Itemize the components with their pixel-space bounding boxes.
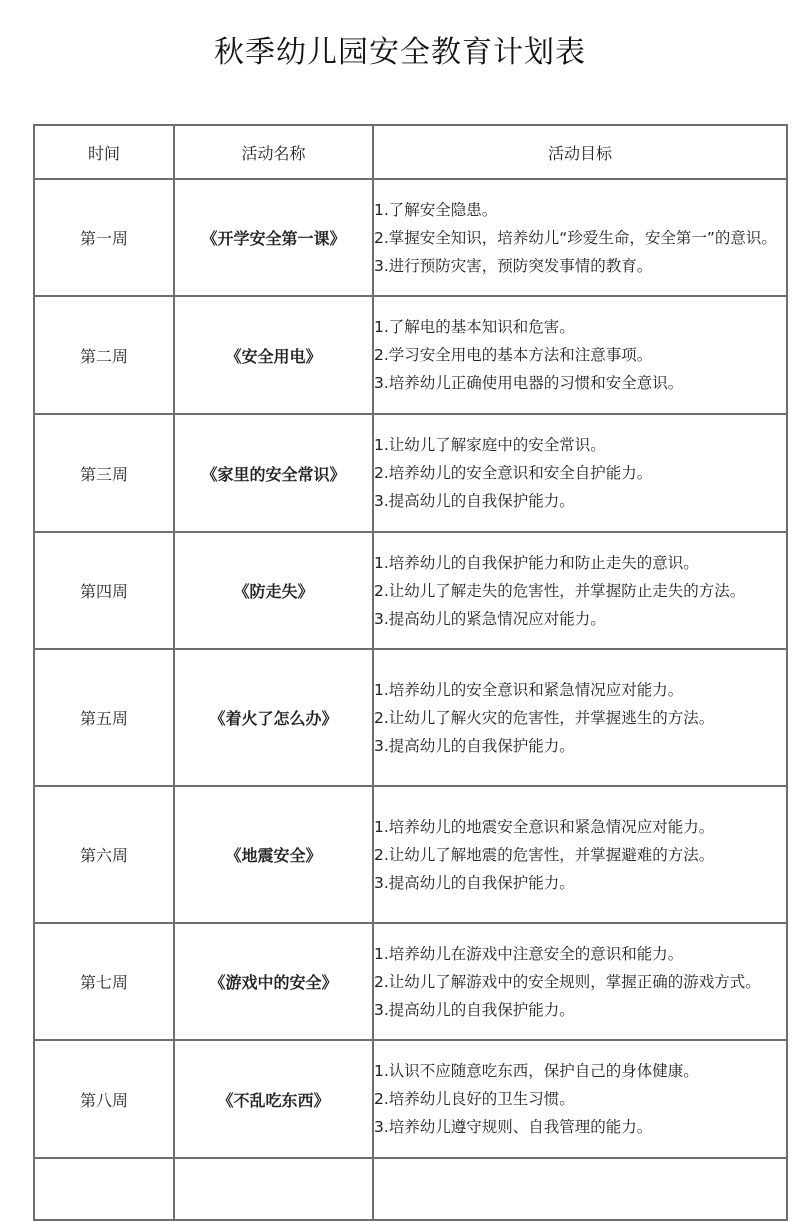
week-cell: 第三周 <box>34 414 174 532</box>
goal-line: 1.培养幼儿的地震安全意识和紧急情况应对能力。 <box>374 817 715 836</box>
activity-goal-cell <box>373 1158 787 1220</box>
goal-line: 1.培养幼儿的自我保护能力和防止走失的意识。 <box>374 553 699 572</box>
goal-line: 2.让幼儿了解地震的危害性，并掌握避难的方法。 <box>374 845 715 864</box>
goal-line: 1.了解安全隐患。 <box>374 200 498 219</box>
table-row <box>34 923 787 1040</box>
goal-line: 1.培养幼儿在游戏中注意安全的意识和能力。 <box>374 944 684 963</box>
page-title: 秋季幼儿园安全教育计划表 <box>214 35 586 70</box>
goal-line: 1.让幼儿了解家庭中的安全常识。 <box>374 436 606 454</box>
week-cell: 第二周 <box>34 296 174 414</box>
table-row-partial <box>34 1158 787 1220</box>
goal-line: 2.掌握安全知识，培养幼儿“珍爱生命，安全第一”的意识。 <box>374 228 777 247</box>
goal-line: 3.培养幼儿正确使用电器的习惯和安全意识。 <box>374 374 684 392</box>
activity-name-cell: 《地震安全》 <box>174 786 373 923</box>
table-header-row <box>34 125 787 179</box>
activity-name-cell: 《安全用电》 <box>174 296 373 414</box>
goal-line: 3.进行预防灾害，预防突发事情的教育。 <box>374 256 653 275</box>
activity-goal-cell <box>373 923 787 1040</box>
week-cell: 第七周 <box>34 923 174 1040</box>
safety-plan-table <box>33 124 788 1221</box>
activity-goal-cell <box>373 1040 787 1158</box>
goal-line: 2.培养幼儿良好的卫生习惯。 <box>374 1090 575 1108</box>
goal-line: 2.让幼儿了解走失的危害性，并掌握防止走失的方法。 <box>374 581 746 600</box>
table-row <box>34 786 787 923</box>
table-row <box>34 296 787 414</box>
goal-line: 2.学习安全用电的基本方法和注意事项。 <box>374 346 653 364</box>
header-activity-name: 活动名称 <box>174 125 373 179</box>
week-cell: 第八周 <box>34 1040 174 1158</box>
activity-name-cell: 《防走失》 <box>174 532 373 649</box>
goal-line: 3.提高幼儿的紧急情况应对能力。 <box>374 609 606 628</box>
header-time: 时间 <box>34 125 174 179</box>
activity-name-cell: 《着火了怎么办》 <box>174 649 373 786</box>
week-cell: 第六周 <box>34 786 174 923</box>
goal-line: 1.培养幼儿的安全意识和紧急情况应对能力。 <box>374 680 684 699</box>
goal-line: 3.提高幼儿的自我保护能力。 <box>374 736 575 755</box>
activity-goal-cell <box>373 532 787 649</box>
activity-goal-cell <box>373 649 787 786</box>
activity-name-cell: 《游戏中的安全》 <box>174 923 373 1040</box>
activity-goal-cell <box>373 786 787 923</box>
activity-name-cell: 《开学安全第一课》 <box>174 179 373 296</box>
table-row <box>34 414 787 532</box>
goal-line: 3.提高幼儿的自我保护能力。 <box>374 873 575 892</box>
goal-line: 1.认识不应随意吃东西，保护自己的身体健康。 <box>374 1062 699 1080</box>
activity-goal-cell <box>373 414 787 532</box>
activity-goal-cell <box>373 296 787 414</box>
activity-name-cell: 《家里的安全常识》 <box>174 414 373 532</box>
table-row <box>34 179 787 296</box>
goal-line: 3.提高幼儿的自我保护能力。 <box>374 1000 575 1019</box>
goal-line: 1.了解电的基本知识和危害。 <box>374 318 575 336</box>
week-cell: 第五周 <box>34 649 174 786</box>
goal-line: 2.让幼儿了解游戏中的安全规则，掌握正确的游戏方式。 <box>374 972 761 991</box>
week-cell <box>34 1158 174 1220</box>
table-row <box>34 532 787 649</box>
goal-line: 3.培养幼儿遵守规则、自我管理的能力。 <box>374 1118 653 1136</box>
goal-line: 3.提高幼儿的自我保护能力。 <box>374 492 575 510</box>
activity-goal-cell <box>373 179 787 296</box>
week-cell: 第一周 <box>34 179 174 296</box>
week-cell: 第四周 <box>34 532 174 649</box>
goal-line: 2.培养幼儿的安全意识和安全自护能力。 <box>374 464 653 482</box>
table-row <box>34 1040 787 1158</box>
goal-line: 2.让幼儿了解火灾的危害性，并掌握逃生的方法。 <box>374 708 715 727</box>
activity-name-cell: 《不乱吃东西》 <box>174 1040 373 1158</box>
header-activity-goal: 活动目标 <box>373 125 787 179</box>
table-row <box>34 649 787 786</box>
activity-name-cell <box>174 1158 373 1220</box>
